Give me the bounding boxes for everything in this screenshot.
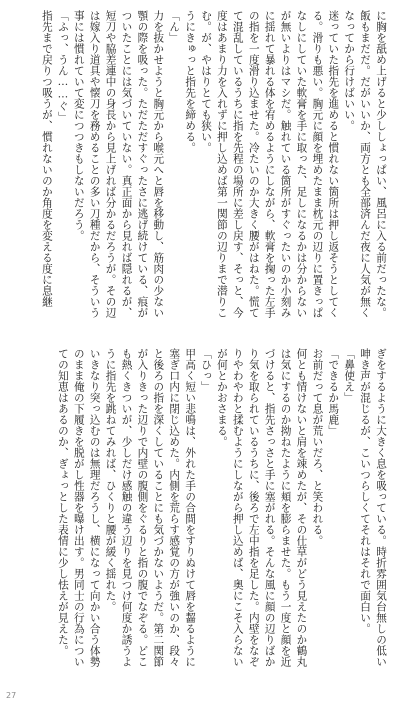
paragraph: いきなり突っ込むのは無理だろうし、横になって向かい合う体勢のまま俺の下履きを脱がし性器を曝け出す。男同士の行為についての知恵はあるのか、ぎょっとした表情に少し怯えが見えた。 xyxy=(56,348,101,667)
paragraph: うにきゅっと指先を締める。 xyxy=(184,10,197,153)
paragraph: お前だって息が荒いだろ、と笑われる。 xyxy=(311,348,324,546)
paragraph: 甲高く短い悲鳴は、外れた手の合間をすりぬけて唇を齧るように塞ぎ口内に閉じ込めた。内側を荒らす感覚の方が強いのか、段々と後ろの指を深くしていることにも気づかないようだ。第二関節が入りきった辺りで内壁の腹側をぐるりと指の腹でなぞる。どこも熱くきついが、少しだけ感触の違う辺りを見つけ何度か誘うように指先を跳ねてみれば、ひくりと腰が緩く揺れた。 xyxy=(104,348,197,667)
paragraph: ぎをするように大きく息を吸っている。時折雰囲気台無しの低い呻き声が混じるが、こいつらしくてそれはそれで面白い。 xyxy=(359,348,387,667)
dialogue-line: 「ん」 xyxy=(168,10,181,43)
paragraph: 飯もまだだ。だがいいか、両方とも全部済んだ夜に人気が無くなってから行けばいい。 xyxy=(343,10,372,318)
paragraph: 力を抜かせようと胸元から喉元へと唇を移動し、筋肉の少ない顎の際を吸った。ただただすぐったさに逃げ続けている、痕がついたことには気づいていない。真正面から見れば隠れるが、短刀や脇差連中の身長から見上げれば分かるだろうが。その辺は嫁入り道具や懐刀を務めることの多い刀種だから、そういう事には慣れていて変につつきもしないだろう。 xyxy=(72,10,165,318)
paragraph: 何とも情けないと肩を竦めたが、その仕草がどう見えたのか鶴丸は気にするのか拗ねたように頬を膨らませた。もう一度と顔を近づけると、指先さっさと手に塞がれる。そんな風に顔の辺りばかり気を取られているうちに、後ろで左中指を足した。内壁をなぞりやわやわと揉むようにしながら押し込めば、奥にこそ入らないが何とかおさまる。 xyxy=(215,348,308,667)
paragraph: 迷っていた指先を進めると慣れない箇所は押し返そうとしてくる。滑りも悪い。胸元に顔を埋めたまま枕元の辺りに置きっぱなしにしていた軟膏を手に取った、足しになるかは分からないが無いよりはマシだ。触れている箇所がすぐったいのか小刻みに揺れて暴れる体を宥めるようにしながら、軟膏を掬った左手の指を一度滑り込ませた。冷たいのか大きく腰がはねた。慌てて混乱しているうちに指を先程の場所に差し戻す、そっと、今度はあまり力を入れずに押し込めば第一関節の辺りまで潜りこむ。が、やはりとても狭い。 xyxy=(200,10,340,318)
dialogue-line: 「できるか馬鹿」 xyxy=(327,348,340,436)
dialogue-line: 「ふっ、うん……ぐ」 xyxy=(56,10,69,123)
upper-text-block xyxy=(16,10,388,325)
paragraph: 指先まで戻りつ吸うが、慣れないのか角度を変える度に息継 xyxy=(40,10,53,307)
paragraph: に胸を舐め上げると少ししょっぱい、風呂に入る前だったな。 xyxy=(375,10,387,318)
dialogue-line: 「ひっ」 xyxy=(200,348,213,392)
lower-text-block xyxy=(16,348,388,670)
page-number: 27 xyxy=(6,691,17,700)
dialogue-line: 「鼻使え」 xyxy=(343,348,356,403)
